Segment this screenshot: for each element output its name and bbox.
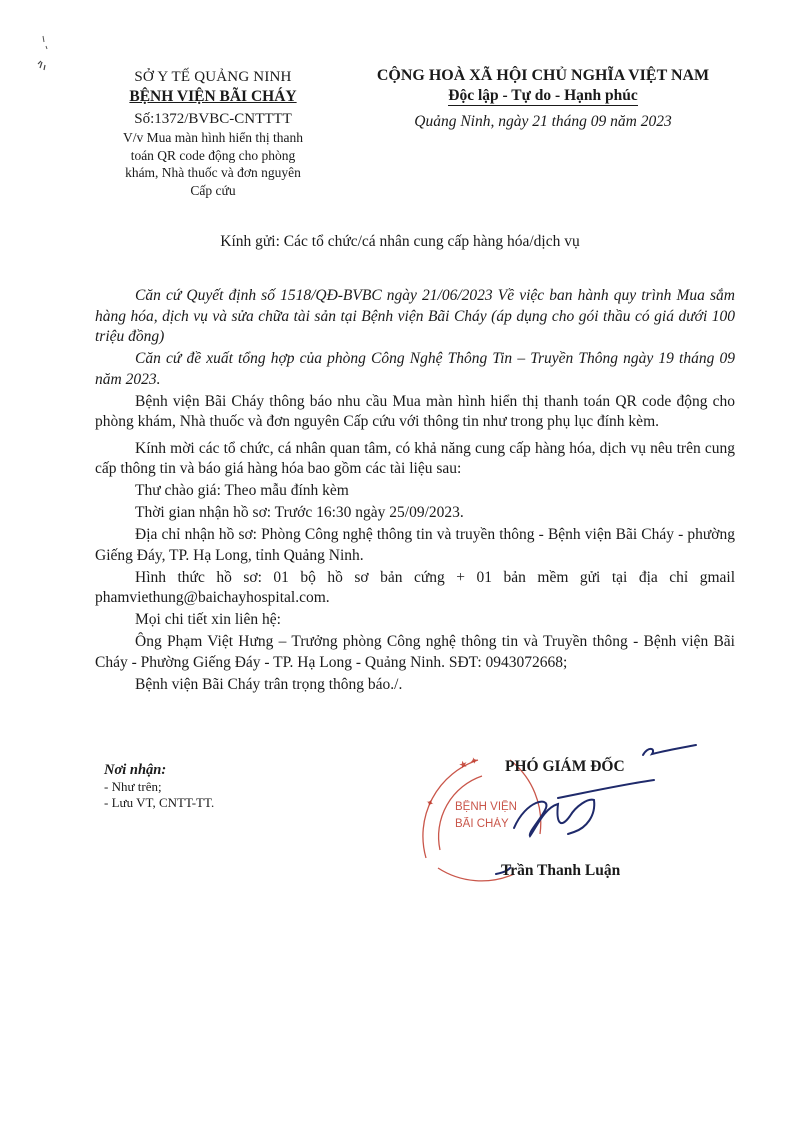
- distribution-item: - Như trên;: [104, 779, 162, 794]
- hospital-name: BỆNH VIỆN BÃI CHÁY: [129, 88, 297, 105]
- distribution-item: - Lưu VT, CNTT-TT.: [104, 795, 215, 810]
- place-and-date: Quảng Ninh, ngày 21 tháng 09 năm 2023: [414, 113, 672, 130]
- subject-line: toán QR code động cho phòng: [130, 147, 296, 163]
- scan-speck-marks: [24, 28, 54, 88]
- body-paragraph: Địa chỉ nhận hồ sơ: Phòng Công nghệ thông tin và truyền thông - Bệnh viện Bãi Cháy - phường Giếng Đáy, TP. Hạ Long, tỉnh Quảng Ninh.: [95, 526, 735, 564]
- distribution-label: Nơi nhận:: [104, 762, 167, 778]
- issuer-header: [78, 68, 348, 199]
- distribution-list: [104, 761, 344, 811]
- letter-body: [95, 286, 735, 697]
- national-motto: [352, 86, 734, 106]
- national-title: CỘNG HOÀ XÃ HỘI CHỦ NGHĨA VIỆT NAM: [376, 67, 710, 84]
- national-header: [352, 66, 734, 133]
- body-paragraph: Thư chào giá: Theo mẫu đính kèm: [135, 482, 349, 499]
- seal-text-line-2: BÃI CHÁY: [455, 818, 509, 830]
- body-paragraph: Bệnh viện Bãi Cháy thông báo nhu cầu Mua màn hình hiển thị thanh toán QR code động cho phòng khám, Nhà thuốc và đơn nguyên Cấp cứu với thông tin như trong phụ lục đính kèm.: [95, 392, 735, 430]
- signature-block: [418, 738, 698, 888]
- subject-line: V/v Mua màn hình hiển thị thanh: [123, 130, 303, 145]
- document-reference-number: Số:1372/BVBC-CNTTTT: [134, 111, 292, 127]
- svg-text:✦: ✦: [424, 797, 438, 810]
- body-paragraph: Căn cứ Quyết định số 1518/QĐ-BVBC ngày 21/06/2023 Về việc ban hành quy trình Mua sắm hàng hóa, dịch vụ và sửa chữa tài sản tại Bệnh viện Bãi Cháy (áp dụng cho gói thầu có giá dưới 100 triệu đồng): [95, 287, 735, 345]
- document-subject: [106, 129, 321, 199]
- svg-text:★ ✦: ★ ✦: [457, 755, 481, 772]
- recipient-line: Kính gửi: Các tổ chức/cá nhân cung cấp hàng hóa/dịch vụ: [220, 233, 580, 250]
- department-name: SỞ Y TẾ QUẢNG NINH: [134, 69, 292, 85]
- subject-line: khám, Nhà thuốc và đơn nguyên: [125, 165, 301, 180]
- national-motto-text: Độc lập - Tự do - Hạnh phúc: [448, 87, 638, 104]
- body-paragraph: Hình thức hồ sơ: 01 bộ hồ sơ bản cứng + 01 bản mềm gửi tại địa chỉ gmail phamviethung@baichayhospital.com.: [95, 568, 735, 606]
- seal-text-line-1: BỆNH VIỆN: [455, 801, 517, 813]
- subject-line: Cấp cứu: [190, 182, 236, 198]
- signer-title: PHÓ GIÁM ĐỐC: [505, 758, 625, 775]
- body-paragraph: Bệnh viện Bãi Cháy trân trọng thông báo./.: [135, 675, 403, 693]
- body-paragraph: Ông Phạm Việt Hưng – Trưởng phòng Công nghệ thông tin và Truyền thông - Bệnh viện Bãi Cháy - Phường Giếng Đáy - TP. Hạ Long - Quảng Ninh. SĐT: 0943072668;: [95, 633, 735, 671]
- body-paragraph: Kính mời các tổ chức, cá nhân quan tâm, có khả năng cung cấp hàng hóa, dịch vụ nêu trên cung cấp thông tin và báo giá hàng hóa bao gồm các tài liệu sau:: [95, 439, 735, 477]
- body-paragraph: Mọi chi tiết xin liên hệ:: [135, 611, 281, 628]
- body-paragraph: Căn cứ đề xuất tổng hợp của phòng Công Nghệ Thông Tin – Truyền Thông ngày 19 tháng 09 năm 2023.: [95, 350, 735, 388]
- signer-name: Trần Thanh Luận: [501, 862, 621, 879]
- body-paragraph: Thời gian nhận hồ sơ: Trước 16:30 ngày 25/09/2023.: [135, 504, 464, 521]
